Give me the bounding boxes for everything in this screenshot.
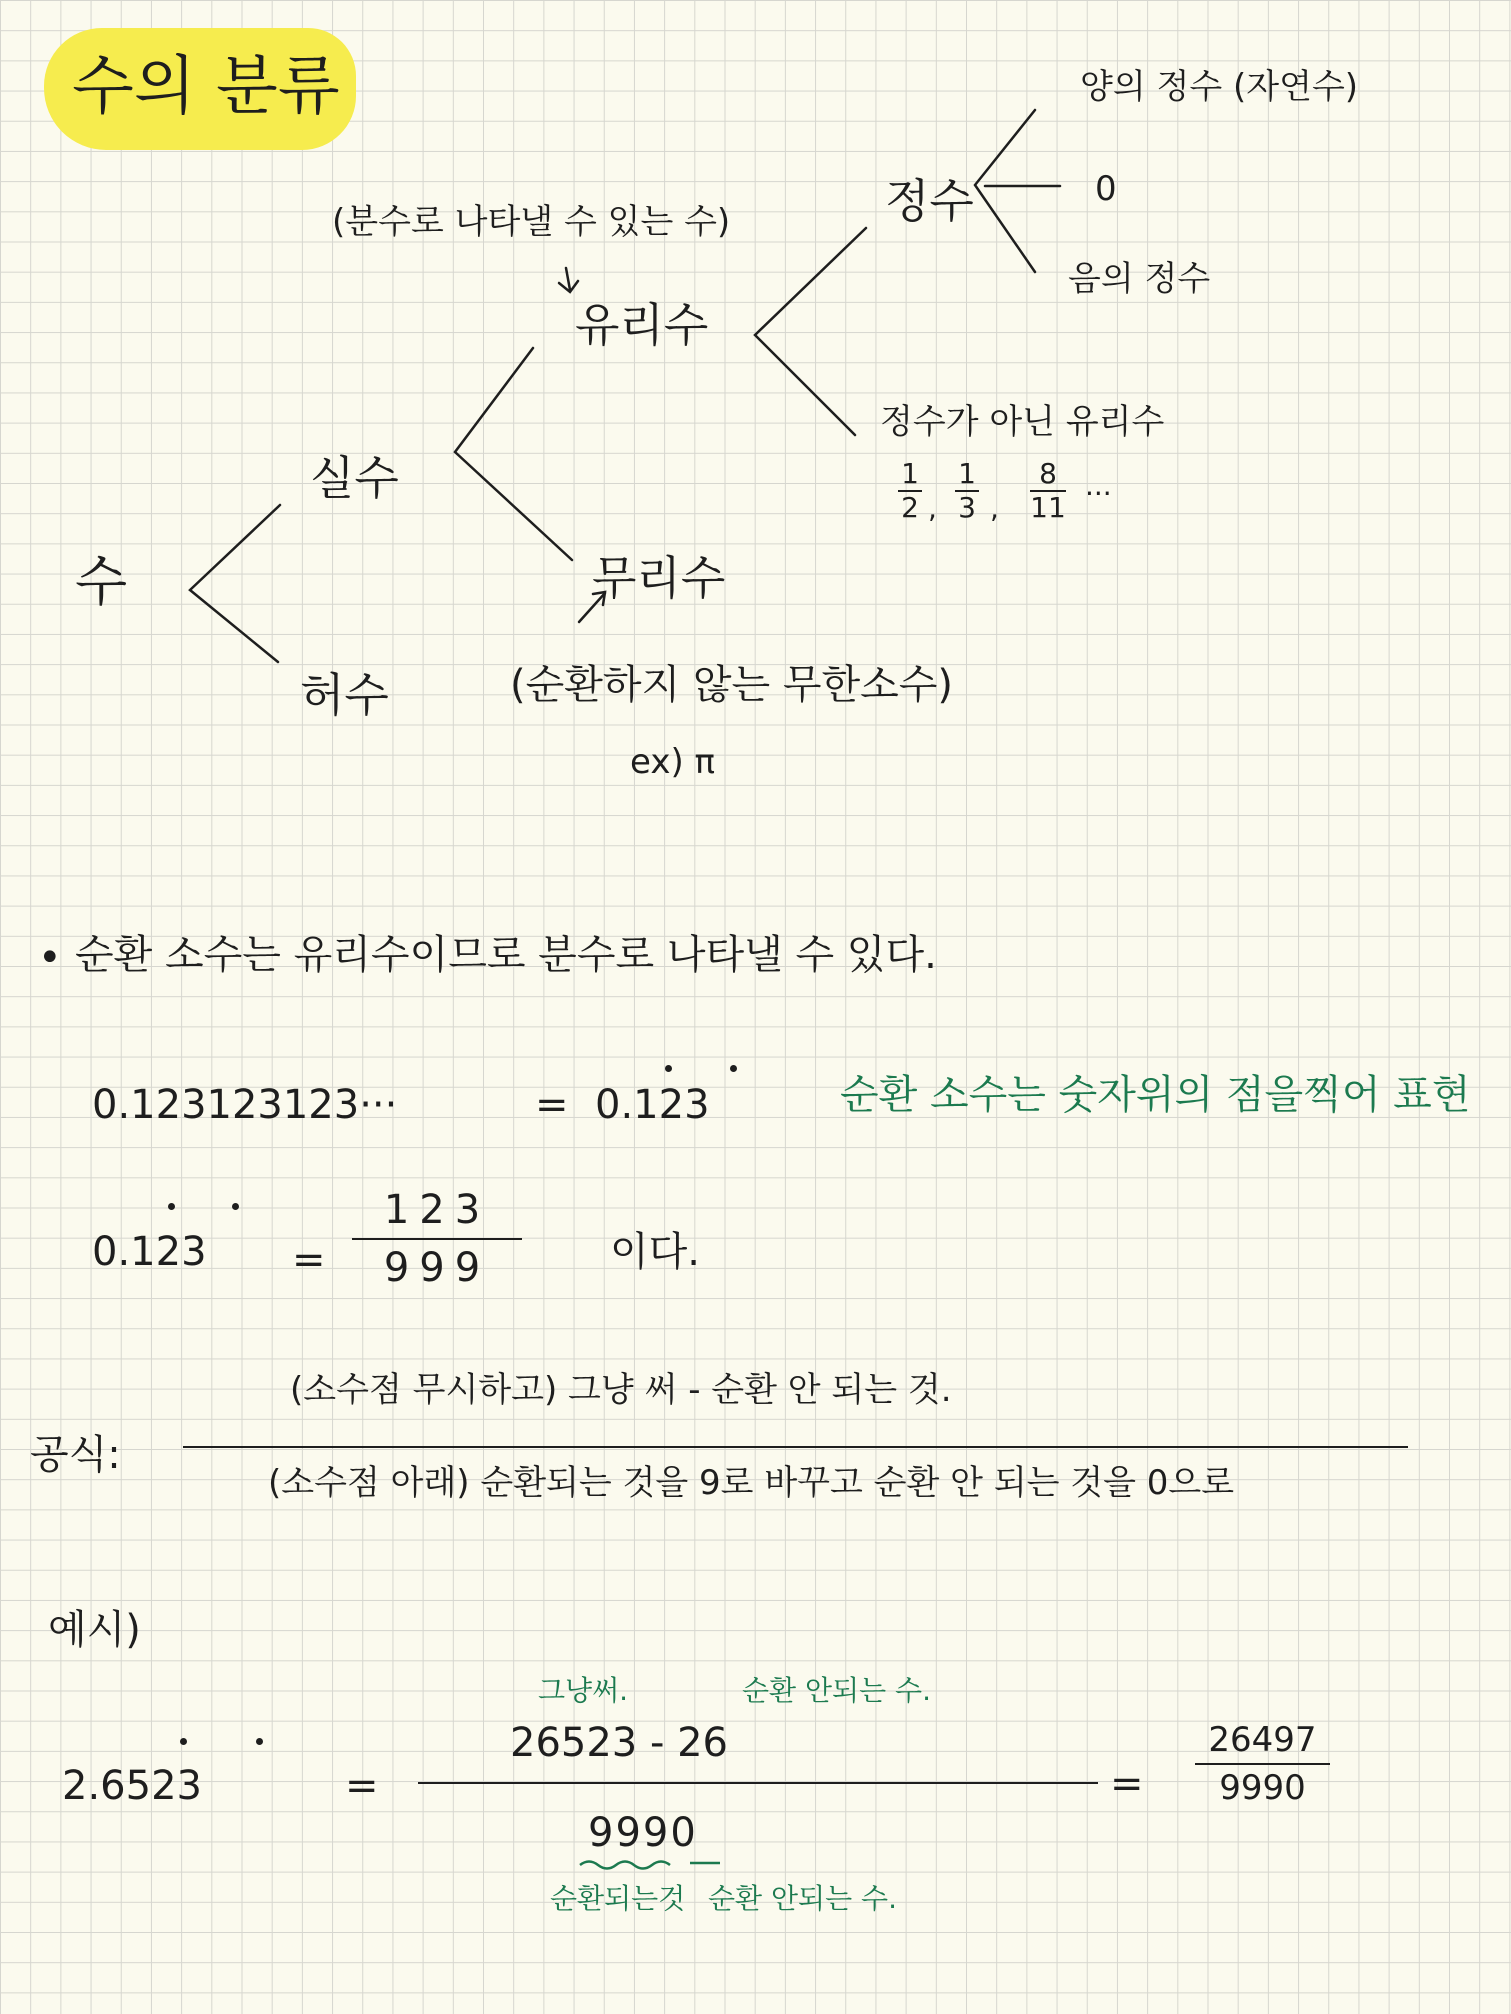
example-denominator: 9990 (588, 1810, 698, 1856)
example-equals: = (345, 1763, 379, 1809)
eq1-left: 0.123123123··· (92, 1082, 398, 1128)
node-integer: 정수 (885, 174, 974, 228)
formula-numerator: (소수점 무시하고) 그냥 써 - 순환 안 되는 것. (290, 1370, 952, 1410)
fraction-denominator: 3 (958, 491, 976, 524)
irrational-note: (순환하지 않는 무한소수) (510, 662, 954, 708)
fraction-bar (1195, 1763, 1330, 1765)
node-zero: 0 (1095, 169, 1117, 209)
example-equals-2: = (1110, 1761, 1144, 1807)
eq1-right: 0.123 (595, 1082, 710, 1128)
node-negative-integer: 음의 정수 (1068, 259, 1211, 299)
node-number: 수 (75, 550, 128, 613)
example-label: 예시) (48, 1607, 141, 1653)
result-denominator: 9990 (1219, 1768, 1306, 1808)
formula-label: 공식: (30, 1432, 121, 1478)
eq2-numerator: 123 (383, 1187, 491, 1233)
node-non-integer-rational: 정수가 아닌 유리수 (880, 402, 1165, 442)
formula-denominator: (소수점 아래) 순환되는 것을 9로 바꾸고 순환 안 되는 것을 0으로 (268, 1463, 1235, 1503)
eq2-equals: = (292, 1237, 326, 1283)
eq1-note: 순환 소수는 숫자위의 점을찍어 표현 (840, 1072, 1471, 1118)
fraction-numerator: 8 (1039, 457, 1057, 490)
eq2-left: 0.123 (92, 1229, 207, 1275)
note-just-write: 그냥써. (538, 1674, 629, 1707)
node-irrational-number: 무리수 (592, 551, 726, 605)
node-real-number: 실수 (310, 451, 399, 505)
fraction-separator: , (928, 492, 937, 525)
fraction-numerator: 1 (958, 457, 976, 490)
node-rational-number: 유리수 (575, 298, 709, 352)
example-result-fraction (1195, 1720, 1330, 1808)
eq1-equals: = (535, 1082, 569, 1128)
note-non-repeating-bottom: 순환 안되는 수. (708, 1882, 897, 1915)
irrational-example: ex) π (630, 742, 715, 782)
page-title: 수의 분류 (72, 50, 340, 124)
statement-text: 순환 소수는 유리수이므로 분수로 나타낼 수 있다. (75, 932, 937, 978)
rational-note: (분수로 나타낼 수 있는 수) (332, 202, 731, 242)
eq2-denominator: 999 (383, 1245, 491, 1291)
eq2-tail: 이다. (610, 1229, 700, 1275)
fraction-denominator: 11 (1030, 491, 1066, 524)
example-numerator: 26523 - 26 (510, 1720, 729, 1766)
example-lhs: 2.6523 (62, 1763, 202, 1809)
fraction-numerator: 1 (901, 457, 919, 490)
note-repeating: 순환되는것 (550, 1882, 686, 1915)
fraction-separator: , (990, 492, 999, 525)
result-numerator: 26497 (1208, 1720, 1317, 1760)
fractions-ellipsis: ··· (1085, 477, 1112, 510)
note-non-repeating-top: 순환 안되는 수. (742, 1674, 931, 1707)
node-imaginary-number: 허수 (300, 668, 389, 722)
fraction-denominator: 2 (901, 491, 919, 524)
node-positive-integer: 양의 정수 (자연수) (1080, 67, 1359, 107)
bullet: • (38, 935, 62, 981)
